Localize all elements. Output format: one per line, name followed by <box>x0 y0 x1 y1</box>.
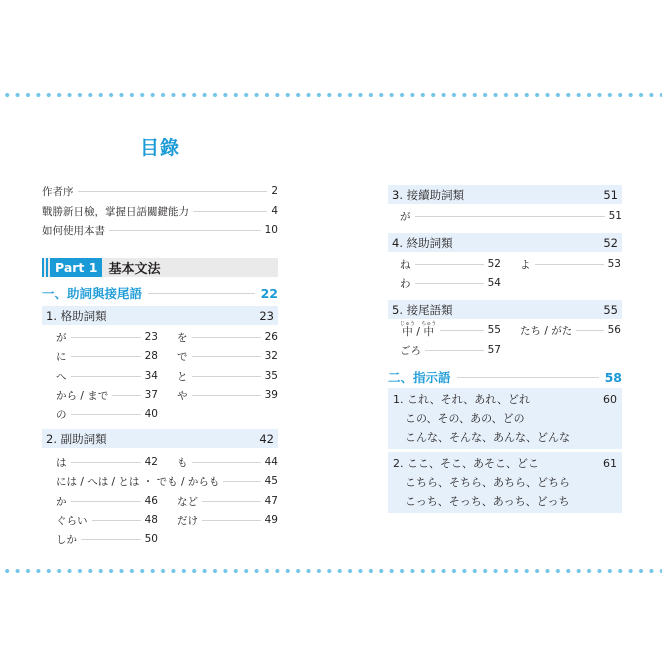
part-tag: Part 1 <box>50 258 102 277</box>
entry-label: の <box>56 408 67 421</box>
group-heading[interactable] <box>42 306 278 325</box>
leader-line <box>71 356 141 357</box>
toc-entry[interactable] <box>56 453 158 471</box>
group-line: 1. これ、それ、あれ、どれ <box>393 393 530 406</box>
toc-entry[interactable] <box>42 202 278 220</box>
leader-line <box>576 330 603 331</box>
group-page: 52 <box>603 235 618 250</box>
toc-entry[interactable] <box>177 492 278 510</box>
entry-label: わ <box>400 277 411 290</box>
entry-page: 32 <box>264 350 278 362</box>
toc-entry[interactable] <box>177 511 278 529</box>
entry-label: と <box>177 370 188 383</box>
part-stripes <box>42 258 48 277</box>
entry-page: 54 <box>487 277 501 289</box>
entry-label: で <box>177 350 188 363</box>
kanji: 中 <box>421 326 437 338</box>
entry-label: や <box>177 389 188 402</box>
entry-page: 55 <box>487 324 501 336</box>
kanji: 中 <box>400 326 415 338</box>
entry-page: 53 <box>607 258 621 270</box>
section-page: 58 <box>604 369 622 385</box>
toc-entry[interactable] <box>56 492 158 510</box>
leader-line <box>109 230 261 231</box>
group-line: 2. ここ、そこ、あそこ、どこ <box>393 457 539 470</box>
group-page: 42 <box>259 431 274 446</box>
entry-label: ね <box>400 258 411 271</box>
toc-entry[interactable] <box>56 530 158 548</box>
entry-label: には / へは / とは ・ でも / からも <box>56 475 220 488</box>
group-label: 2. 副助詞類 <box>46 431 107 446</box>
entry-page: 46 <box>144 495 158 507</box>
leader-line <box>425 350 484 351</box>
leader-line <box>535 264 604 265</box>
toc-entry[interactable] <box>400 207 622 225</box>
entry-label: ぐらい <box>56 514 88 527</box>
bottom-dot-border <box>2 568 662 574</box>
entry-page: 40 <box>144 408 158 420</box>
leader-line <box>192 462 261 463</box>
entry-label: だけ <box>177 514 198 527</box>
entry-page: 44 <box>264 456 278 468</box>
section-page: 22 <box>260 285 278 301</box>
toc-entry[interactable] <box>400 341 501 359</box>
toc-entry[interactable] <box>56 405 158 423</box>
toc-entry[interactable] <box>177 367 278 385</box>
leader-line <box>71 337 141 338</box>
entry-page: 50 <box>144 533 158 545</box>
entry-label: か <box>56 495 67 508</box>
part-heading <box>42 258 278 277</box>
leader-line <box>415 283 484 284</box>
leader-line <box>71 462 141 463</box>
leader-line <box>148 293 255 294</box>
group-heading[interactable] <box>42 429 278 448</box>
group-page: 23 <box>259 308 274 323</box>
top-dot-border <box>2 92 662 98</box>
group-label: 3. 接續助詞類 <box>392 187 465 202</box>
page-title: 目錄 <box>139 137 180 159</box>
entry-label: 作者序 <box>42 185 74 198</box>
leader-line <box>457 377 599 378</box>
toc-entry[interactable] <box>56 347 158 365</box>
entry-page: 10 <box>264 224 278 236</box>
group-line: この、その、あの、どの <box>405 412 525 425</box>
entry-label: へ <box>56 370 67 383</box>
leader-line <box>71 376 141 377</box>
toc-entry[interactable] <box>177 347 278 365</box>
toc-entry[interactable] <box>520 321 621 339</box>
section-heading[interactable] <box>42 284 278 302</box>
leader-line <box>71 501 141 502</box>
group-heading[interactable] <box>388 185 622 204</box>
toc-entry[interactable] <box>56 511 158 529</box>
group-label: 5. 接尾語類 <box>392 302 453 317</box>
leader-line <box>92 520 141 521</box>
entry-label: など <box>177 495 198 508</box>
entry-label: たち / がた <box>520 324 573 337</box>
group-line: こんな、そんな、あんな、どんな <box>405 431 570 444</box>
leader-line <box>193 211 267 212</box>
leader-line <box>223 481 260 482</box>
leader-line <box>81 539 141 540</box>
group-label: 4. 終助詞類 <box>392 235 453 250</box>
leader-line <box>415 216 605 217</box>
leader-line <box>440 330 483 331</box>
leader-line <box>192 376 261 377</box>
leader-line <box>415 264 484 265</box>
entry-label: よ <box>520 258 531 271</box>
toc-entry[interactable] <box>177 386 278 404</box>
entry-label: ごろ <box>400 344 421 357</box>
entry-label: しか <box>56 533 77 546</box>
entry-page: 28 <box>144 350 158 362</box>
section-heading[interactable] <box>388 368 622 386</box>
toc-entry[interactable] <box>177 328 278 346</box>
group-page: 51 <box>603 187 618 202</box>
entry-page: 52 <box>487 258 501 270</box>
toc-entry[interactable] <box>400 255 501 273</box>
toc-entry[interactable] <box>56 386 158 404</box>
entry-page: 56 <box>607 324 621 336</box>
leader-line <box>78 191 268 192</box>
group-label: 1. 格助詞類 <box>46 308 107 323</box>
entry-page: 42 <box>144 456 158 468</box>
leader-line <box>202 501 261 502</box>
entry-label: も <box>177 456 188 469</box>
toc-entry[interactable] <box>56 472 278 490</box>
leader-line <box>192 356 261 357</box>
entry-label: を <box>177 331 188 344</box>
entry-page: 2 <box>271 185 278 197</box>
group-heading[interactable] <box>388 300 622 319</box>
leader-line <box>192 395 261 396</box>
group-box[interactable] <box>388 452 622 513</box>
entry-label: が <box>400 210 411 223</box>
entry-page: 57 <box>487 344 501 356</box>
entry-label <box>400 321 436 339</box>
entry-page: 51 <box>608 210 622 222</box>
leader-line <box>192 337 261 338</box>
entry-page: 34 <box>144 370 158 382</box>
group-page: 60 <box>603 393 617 406</box>
entry-page: 23 <box>144 331 158 343</box>
group-heading[interactable] <box>388 233 622 252</box>
group-line: こちら、そちら、あちら、どちら <box>405 476 570 489</box>
entry-page: 49 <box>264 514 278 526</box>
entry-page: 35 <box>264 370 278 382</box>
toc-entry[interactable] <box>520 255 621 273</box>
entry-label: から / まで <box>56 389 109 402</box>
toc-entry[interactable] <box>177 453 278 471</box>
entry-label: 戰勝新日檢，掌握日語關鍵能力 <box>42 205 189 218</box>
separator: / <box>413 326 424 338</box>
toc-entry[interactable] <box>56 328 158 346</box>
toc-entry[interactable] <box>42 221 278 239</box>
ruby-reading: ちゅう <box>421 321 437 327</box>
entry-page: 4 <box>271 205 278 217</box>
group-box[interactable] <box>388 388 622 449</box>
toc-entry[interactable] <box>400 321 501 339</box>
ruby-reading: じゅう <box>400 321 416 327</box>
leader-line <box>71 414 141 415</box>
entry-page: 48 <box>144 514 158 526</box>
group-page: 61 <box>603 457 617 470</box>
section-label: 一、助詞與接尾語 <box>42 286 143 301</box>
entry-label: は <box>56 456 67 469</box>
entry-page: 45 <box>264 475 278 487</box>
group-line: こっち、そっち、あっち、どっち <box>405 495 570 508</box>
toc-entry[interactable] <box>42 182 278 200</box>
leader-line <box>112 395 140 396</box>
group-page: 55 <box>603 302 618 317</box>
toc-entry[interactable] <box>56 367 158 385</box>
entry-label: に <box>56 350 67 363</box>
entry-page: 37 <box>144 389 158 401</box>
entry-label: が <box>56 331 67 344</box>
entry-page: 39 <box>264 389 278 401</box>
entry-page: 26 <box>264 331 278 343</box>
toc-entry[interactable] <box>400 274 501 292</box>
entry-label: 如何使用本書 <box>42 224 105 237</box>
section-label: 二、指示語 <box>388 370 451 385</box>
part-title: 基本文法 <box>108 262 161 277</box>
entry-page: 47 <box>264 495 278 507</box>
leader-line <box>202 520 261 521</box>
